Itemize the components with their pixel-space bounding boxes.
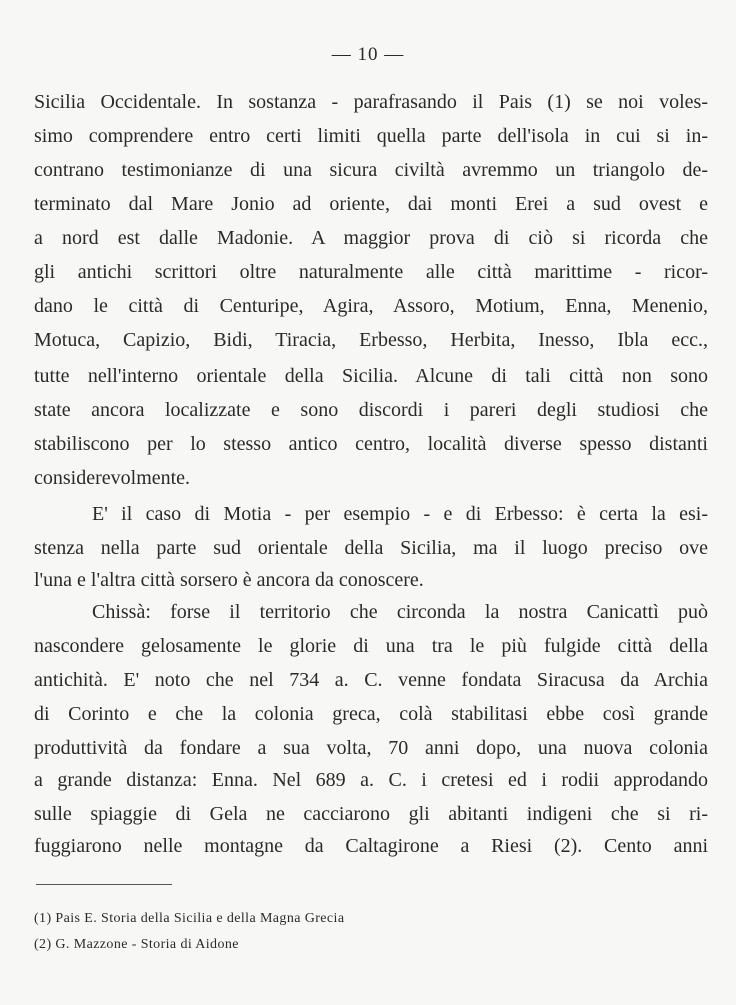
text-line: antichità. E' noto che nel 734 a. C. venne fondata Siracusa da Archia — [34, 669, 708, 691]
footnote-1: (1) Pais E. Storia della Sicilia e della Magna Grecia — [34, 911, 345, 926]
text-line: contrano testimonianze di una sicura civiltà avremmo un triangolo de- — [34, 159, 708, 181]
text-line: Chissà: forse il territorio che circonda la nostra Canicattì può — [92, 601, 708, 623]
text-line: simo comprendere entro certi limiti quella parte dell'isola in cui si in- — [34, 125, 708, 147]
text-line: nascondere gelosamente le glorie di una tra le più fulgide città della — [34, 635, 708, 657]
text-line: Motuca, Capizio, Bidi, Tiracia, Erbesso, Herbita, Inesso, Ibla ecc., — [34, 329, 708, 351]
text-line: considerevolmente. — [34, 467, 191, 489]
text-line: state ancora localizzate e sono discordi i pareri degli studiosi che — [34, 399, 708, 421]
footnote-2: (2) G. Mazzone - Storia di Aidone — [34, 937, 239, 952]
footnote-divider — [36, 884, 172, 885]
text-line: produttività da fondare a sua volta, 70 anni dopo, una nuova colonia — [34, 737, 708, 759]
text-line: fuggiarono nelle montagne da Caltagirone a Riesi (2). Cento anni — [34, 835, 708, 857]
text-line: gli antichi scrittori oltre naturalmente alle città marittime - ricor- — [34, 261, 708, 283]
text-line: tutte nell'interno orientale della Sicilia. Alcune di tali città non sono — [34, 365, 708, 387]
text-line: a grande distanza: Enna. Nel 689 a. C. i cretesi ed i rodii approdando — [34, 769, 708, 791]
text-line: a nord est dalle Madonie. A maggior prova di ciò si ricorda che — [34, 227, 708, 249]
text-line: sulle spiaggie di Gela ne cacciarono gli abitanti indigeni che si ri- — [34, 803, 708, 825]
text-line: l'una e l'altra città sorsero è ancora da conoscere. — [34, 569, 424, 591]
text-line: terminato dal Mare Jonio ad oriente, dai monti Erei a sud ovest e — [34, 193, 708, 215]
page-number: — 10 — — [331, 44, 405, 65]
text-line: E' il caso di Motia - per esempio - e di Erbesso: è certa la esi- — [92, 503, 708, 525]
text-line: di Corinto e che la colonia greca, colà stabilitasi ebbe così grande — [34, 703, 708, 725]
text-line: stabiliscono per lo stesso antico centro, località diverse spesso distanti — [34, 433, 708, 455]
text-line: stenza nella parte sud orientale della Sicilia, ma il luogo preciso ove — [34, 537, 708, 559]
text-line: Sicilia Occidentale. In sostanza - parafrasando il Pais (1) se noi voles- — [34, 91, 708, 113]
text-line: dano le città di Centuripe, Agira, Assoro, Motium, Enna, Menenio, — [34, 295, 708, 317]
